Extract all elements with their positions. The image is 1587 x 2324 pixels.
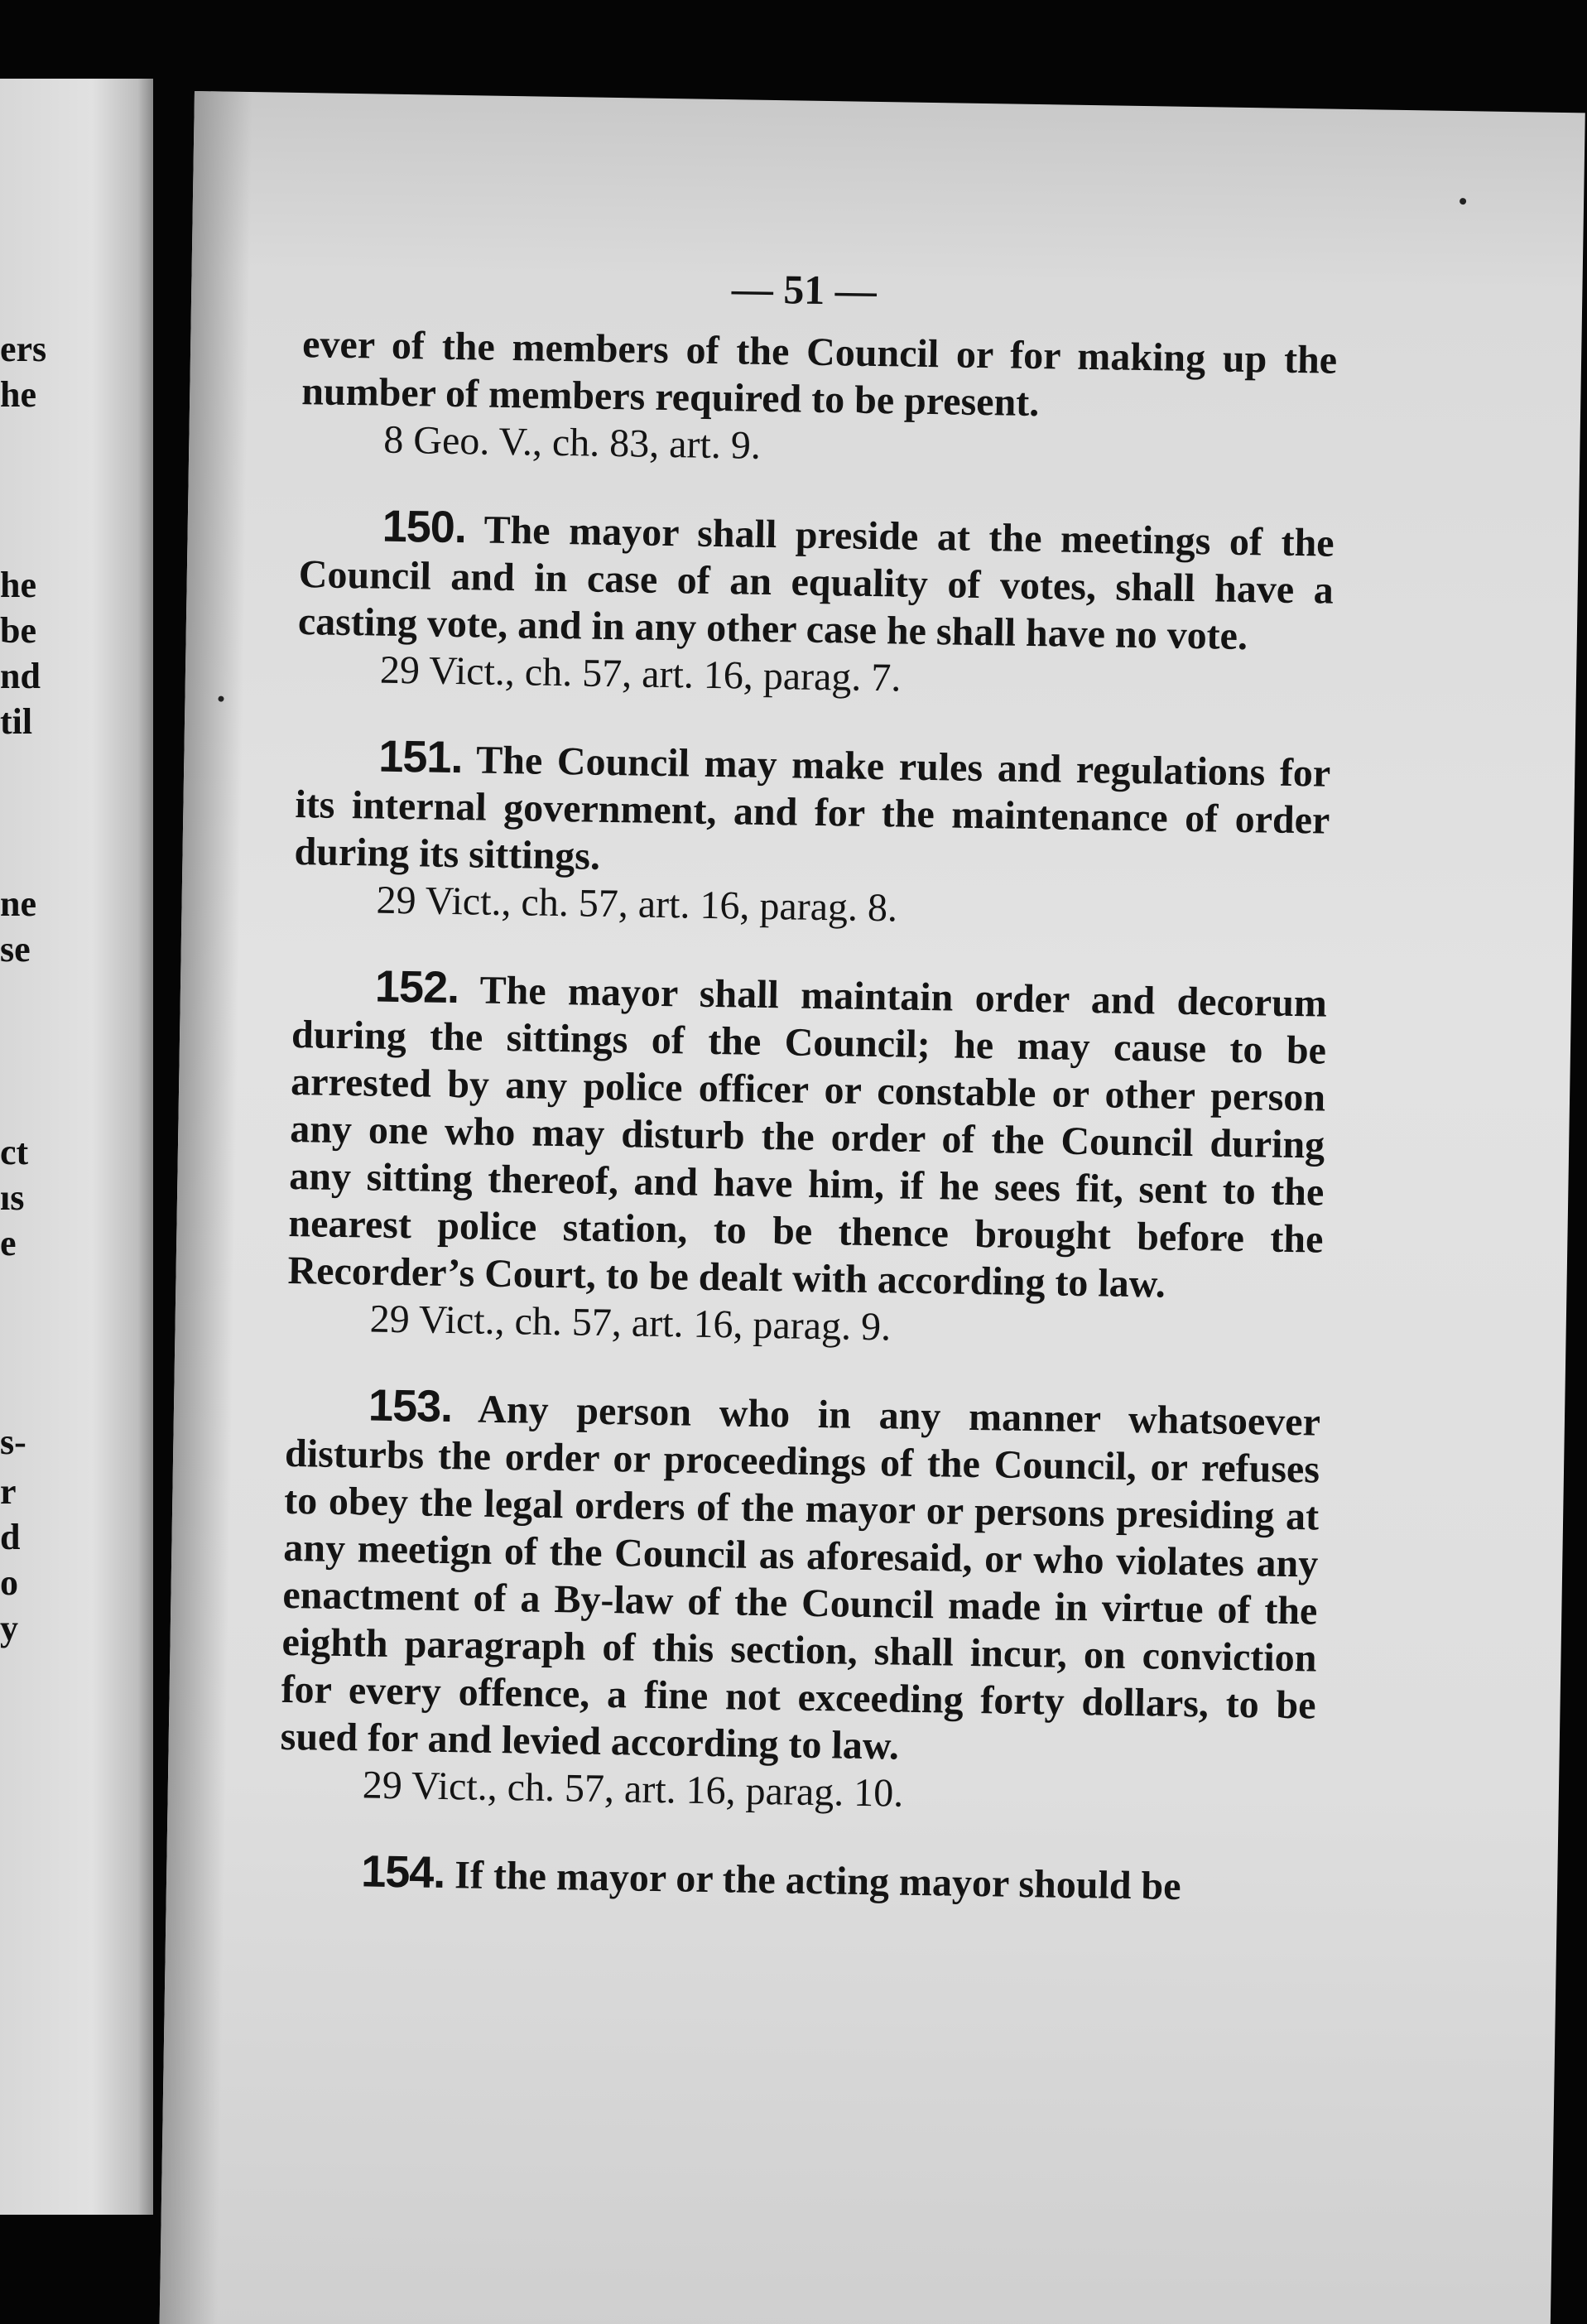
left-page-fragment: se [0, 929, 31, 970]
section-150 [297, 502, 1335, 709]
left-page-fragment: s- [0, 1422, 26, 1462]
section-text: Any person who in any manner whatsoever disturbs the order or proceedings of the Council, or refuses to obey the legal orders of the mayor or persons presiding at any meetign of the Council as aforesaid, or who violates any enactment of a By-law of the Council made in virtue of the eighth paragraph of this section, shall incur, on conviction for every offence, a fine not exceeding forty dollars, to be sued for and levied according to law. [280, 1387, 1321, 1768]
section-text: The mayor shall maintain order and decorum during the sittings of the Council; he may cause to be arrested by any police officer or constable or other person any one who may disturb the order of the Council during any sitting thereof, and have him, if he sees fit, sent to the nearest police station, to be thence brought before the Recorder’s Court, to be dealt with according to law. [287, 968, 1328, 1306]
left-page-fragment: nd [0, 656, 41, 696]
section-number: 152. [374, 961, 459, 1013]
citation: 8 Geo. V., ch. 83, art. 9. [382, 417, 762, 468]
left-page-fragment: ers [0, 329, 47, 369]
citation: 29 Vict., ch. 57, art. 16, parag. 10. [362, 1763, 904, 1816]
citation: 29 Vict., ch. 57, art. 16, parag. 7. [379, 647, 902, 700]
section-text: The mayor shall preside at the meetings of the Council and in case of an equality of votes, shall have a casting vote, and in any other case he shall have no vote. [297, 508, 1335, 659]
left-page-fragment: he [0, 565, 36, 605]
ink-speck [218, 696, 224, 702]
left-page-fragment: r [0, 1471, 17, 1512]
left-page-fragment: d [0, 1517, 21, 1557]
left-page-fragment: ıs [0, 1177, 25, 1218]
main-page [160, 91, 1585, 2324]
left-page-fragment: ct [0, 1132, 29, 1172]
citation: 29 Vict., ch. 57, art. 16, parag. 9. [369, 1297, 892, 1350]
page-number: — 51 — [731, 265, 878, 314]
left-page-fragment: e [0, 1223, 17, 1263]
section-153 [279, 1381, 1320, 1824]
left-page-fragment: til [0, 701, 33, 742]
section-number: 153. [368, 1380, 453, 1432]
section-text: The Council may make rules and regulations for its internal government, and for the maintenance of order during its sittings. [294, 738, 1331, 878]
page-text [278, 258, 1339, 1912]
section-text: If the mayor or the acting mayor should be [454, 1853, 1181, 1908]
left-page-fragment: be [0, 610, 36, 651]
left-page-fragment: o [0, 1562, 18, 1603]
ink-speck [1460, 198, 1466, 204]
section-152 [286, 962, 1327, 1358]
left-page-fragment: ne [0, 883, 36, 924]
continuation-paragraph: ever of the members of the Council or for making up the number of members required to be present. [301, 322, 1338, 426]
left-page-fragment: he [0, 374, 36, 415]
section-number: 151. [378, 731, 463, 783]
section-number: 154. [360, 1846, 445, 1898]
left-page-fragment: y [0, 1608, 18, 1648]
section-154 [278, 1847, 1314, 1913]
section-number: 150. [382, 501, 467, 553]
citation: 29 Vict., ch. 57, art. 16, parag. 8. [376, 878, 898, 931]
section-151 [293, 732, 1330, 939]
left-facing-page-edge [0, 79, 153, 2215]
